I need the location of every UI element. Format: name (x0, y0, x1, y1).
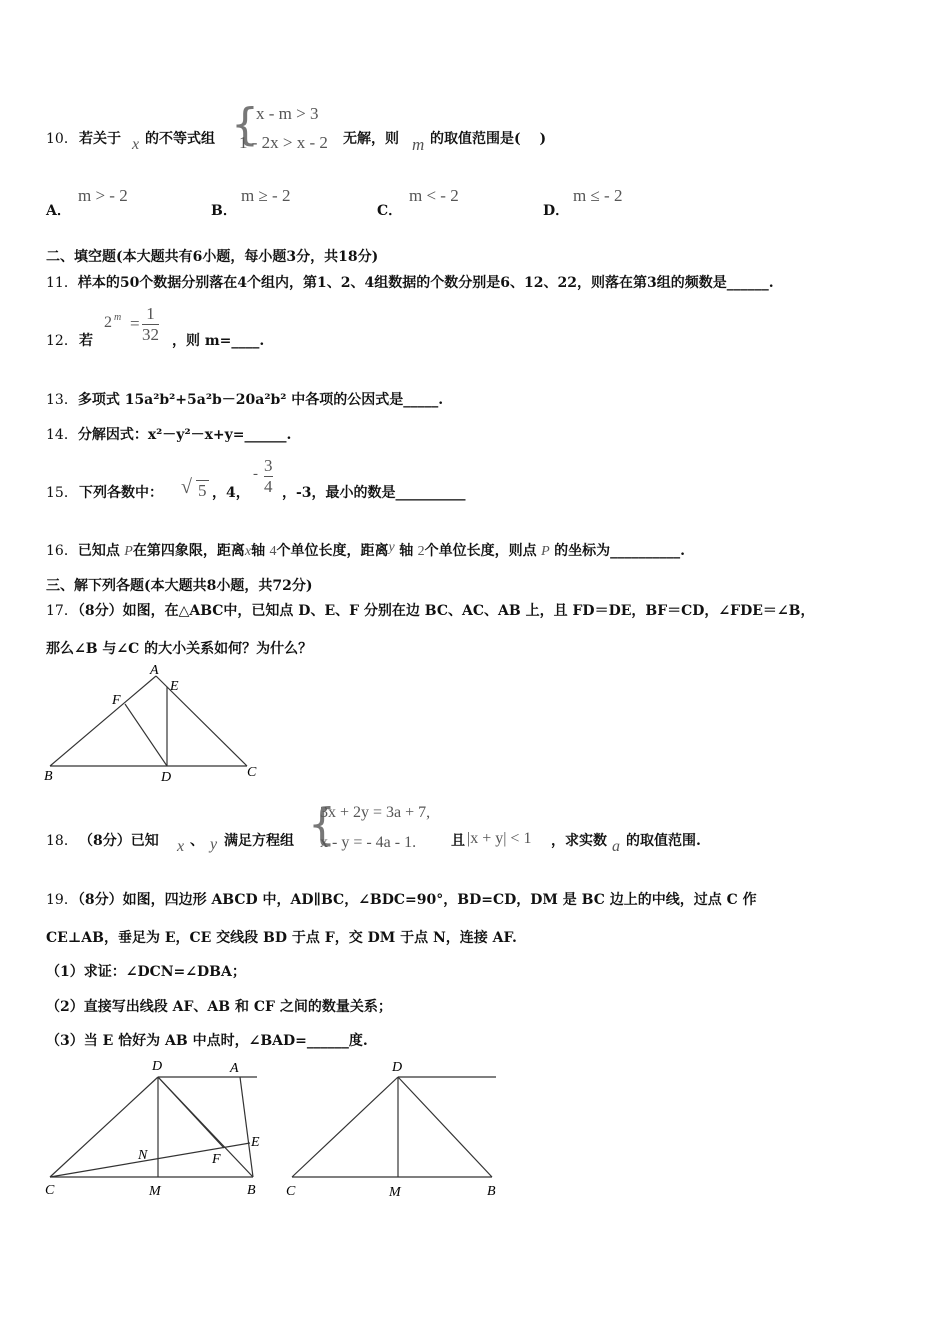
label-c: C (247, 765, 257, 780)
q10 (46, 99, 906, 162)
label-c: C (286, 1184, 296, 1199)
fraction-numerator: 1 (142, 304, 159, 325)
q11-text: 样本的50个数据分别落在4个组内，第1、2、4组数据的个数分别是6、12、22，则落在第3组的频数是______. (77, 275, 774, 291)
q13-number: 13． (46, 392, 78, 408)
q15-mid: ，4， (212, 485, 250, 501)
q15-neg: - (253, 466, 258, 482)
label-n: N (138, 1148, 148, 1163)
q15-prefix: 下列各数中： (79, 485, 163, 501)
q19-figure-2 (282, 1053, 507, 1203)
q16-number: 16． (46, 543, 78, 559)
label-f: F (112, 693, 121, 708)
option-label: D． (543, 203, 570, 219)
q16-text: 在第四象限，距离 (132, 543, 245, 559)
option-expr: m ≤ - 2 (573, 186, 623, 205)
q18-var-y: y (210, 836, 218, 853)
q19-sub2: （2）直接写出线段 AF、AB 和 CF 之间的数量关系； (46, 999, 392, 1015)
q10-ineq2: 1 - 2x > x - 2 (239, 133, 328, 152)
q18-p1: （8分）已知 (79, 833, 159, 849)
section3-title: 三、解下列各题(本大题共8小题，共72分) (46, 578, 313, 594)
q16-text: 轴 (251, 543, 266, 559)
q15-number: 15． (46, 485, 78, 501)
q19-figure-1 (40, 1053, 270, 1203)
q12-number: 12． (46, 333, 78, 349)
q10-ineq1: x - m > 3 (256, 104, 319, 123)
q18-var-a: a (612, 838, 620, 855)
q18-eq2: x - y = - 4a - 1. (320, 834, 417, 851)
fraction-denominator: 4 (264, 477, 273, 496)
option-label: A． (46, 203, 71, 219)
label-a: A (230, 1061, 239, 1076)
q12-prefix: 若 (79, 333, 93, 349)
segment-cd (292, 1077, 398, 1177)
label-e: E (251, 1135, 260, 1150)
q18 (46, 800, 926, 860)
q19-line1 (46, 889, 757, 909)
label-d: D (161, 770, 172, 785)
q18-p4: ，求实数 (551, 833, 607, 849)
option-expr: m > - 2 (78, 186, 128, 205)
label-f: F (212, 1152, 221, 1167)
q12-base: 2 (104, 314, 112, 331)
q15-sqrt-radicand: 5 (198, 481, 207, 500)
q18-brace: { (308, 799, 336, 850)
q16-four: 4 (269, 544, 277, 559)
q10-mid: 的不等式组 (145, 131, 215, 147)
q14-number: 14． (46, 427, 78, 443)
q18-sep: 、 (190, 833, 204, 849)
q19-sub3: （3）当 E 恰好为 AB 中点时，∠BAD=______度. (46, 1033, 368, 1049)
q10-var-x: x (132, 136, 140, 153)
q19-sub1: （1）求证：∠DCN=∠DBA； (46, 964, 246, 980)
q16-text: 个单位长度，距离 (276, 543, 389, 559)
label-m: M (149, 1184, 161, 1199)
label-a: A (150, 663, 159, 678)
q16 (46, 540, 685, 560)
q18-p5: 的取值范围. (626, 833, 701, 849)
q15-suffix: ，-3，最小的数是__________ (282, 485, 466, 501)
q10-suffix2: 的取值范围是( ) (430, 131, 547, 147)
fraction-denominator: 32 (142, 325, 159, 344)
q14-text: 分解因式：x²－y²－x+y=______. (77, 427, 292, 443)
q15 (46, 456, 546, 506)
q10-suffix1: 无解，则 (343, 131, 399, 147)
q13 (46, 389, 443, 409)
option-label: B． (211, 203, 237, 219)
q18-var-x: x (177, 838, 185, 855)
q12-exp: m (114, 312, 122, 323)
q16-var-p2: P (541, 544, 550, 559)
q11 (46, 272, 774, 292)
section2-title: 二、填空题(本大题共有6小题，每小题3分，共18分) (46, 249, 379, 265)
q10-var-m: m (412, 135, 425, 154)
q17-line1 (46, 600, 814, 620)
q11-number: 11． (46, 275, 78, 291)
q17-triangle-figure (40, 662, 270, 786)
segment-db (398, 1077, 492, 1177)
option-label: C． (377, 203, 403, 219)
q18-eq1: 3x + 2y = 3a + 7, (320, 804, 431, 821)
q18-abs: |x + y| < 1 (467, 830, 532, 847)
q18-number: 18． (46, 833, 78, 849)
segment-af (158, 1077, 224, 1148)
q19-number: 19． (46, 892, 78, 908)
q12 (46, 304, 446, 354)
q16-text: 个单位长度，则点 (424, 543, 537, 559)
q12-suffix: ，则 m=____. (172, 333, 265, 349)
q15-fraction (264, 456, 273, 497)
segment-fd (125, 704, 167, 766)
q12-fraction (142, 304, 159, 345)
label-c: C (45, 1183, 55, 1198)
label-d: D (392, 1060, 403, 1075)
q16-text: 已知点 (77, 543, 120, 559)
q19-line2: CE⊥AB，垂足为 E，CE 交线段 BD 于点 F，交 DM 于点 N，连接 AF. (46, 930, 517, 946)
q10-prefix: 若关于 (79, 131, 121, 147)
q14 (46, 424, 291, 444)
q12-eq: = (130, 314, 140, 333)
label-b: B (44, 769, 53, 784)
label-d: D (152, 1059, 163, 1074)
segment-ab (240, 1077, 253, 1177)
label-e: E (170, 679, 179, 694)
q10-brace: { (231, 99, 259, 150)
label-m: M (389, 1185, 401, 1200)
option-expr: m ≥ - 2 (241, 186, 291, 205)
q18-p2: 满足方程组 (224, 833, 294, 849)
q17-number: 17． (46, 603, 78, 619)
label-b: B (487, 1184, 496, 1199)
q13-text: 多项式 15a²b²+5a²b－20a²b² 中各项的公因式是_____. (77, 392, 444, 408)
q17-line2: 那么∠B 与∠C 的大小关系如何？为什么？ (46, 641, 313, 657)
side-ab (50, 676, 156, 766)
q16-text: 的坐标为__________. (554, 543, 685, 559)
q19-text: （8分）如图，四边形 ABCD 中，AD∥BC，∠BDC=90°，BD=CD，DM 是 BC 边上的中线，过点 C 作 (77, 892, 757, 908)
fraction-numerator: 3 (264, 456, 273, 475)
q16-text: 轴 (399, 543, 414, 559)
q18-p3: 且 (451, 833, 465, 849)
q10-number: 10． (46, 131, 78, 147)
sqrt-symbol: √ (181, 476, 192, 498)
q17-text: （8分）如图，在△ABC中，已知点 D、E、F 分别在边 BC、AC、AB 上，且 FD＝DE，BF＝CD，∠FDE＝∠B， (77, 603, 815, 619)
label-b: B (247, 1183, 256, 1198)
q16-var-p: P (124, 544, 133, 559)
option-expr: m < - 2 (409, 186, 459, 205)
q16-two: 2 (417, 544, 425, 559)
q16-var-y: y (388, 540, 395, 555)
q16-var-x: x (244, 544, 252, 559)
